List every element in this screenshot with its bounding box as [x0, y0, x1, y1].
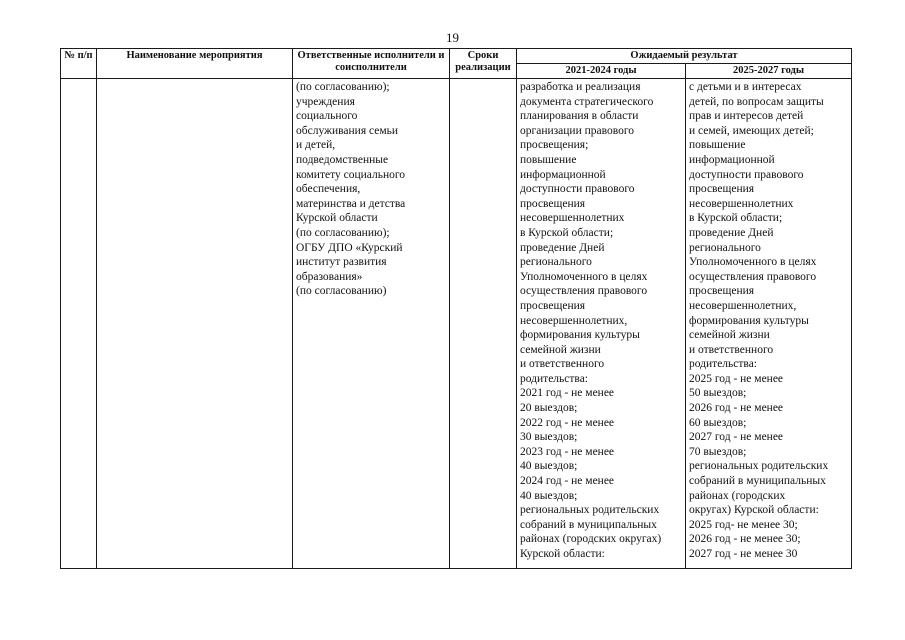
- text-line: районах (городских округах): [520, 533, 662, 546]
- cell-event-name: [97, 79, 293, 569]
- header-event-name: Наименование мероприятия: [97, 49, 293, 79]
- text-line: организации правового: [520, 124, 635, 137]
- text-line: просвещения: [520, 299, 586, 312]
- header-period-2025-2027: 2025-2027 годы: [686, 64, 852, 79]
- text-line: и семей, имеющих детей;: [689, 124, 814, 137]
- text-line: повышение: [520, 153, 577, 166]
- text-line: (по согласованию);: [296, 81, 390, 93]
- text-line: 2025 год - не менее: [689, 372, 784, 385]
- text-line: 2027 год - не менее: [689, 431, 784, 444]
- text-line: регионального: [689, 241, 761, 254]
- text-line: прав и интересов детей: [689, 110, 804, 123]
- cell-deadline: [450, 79, 517, 569]
- text-line: социального: [296, 110, 358, 123]
- text-line: и ответственного: [520, 358, 605, 371]
- text-line: собраний в муниципальных: [689, 475, 826, 488]
- text-line: материнства и детства: [296, 197, 406, 210]
- text-line: документа стратегического: [520, 95, 654, 108]
- text-line: 2021 год - не менее: [520, 387, 615, 400]
- text-line: обслуживания семьи: [296, 124, 399, 137]
- cell-responsible: [293, 79, 450, 569]
- text-line: несовершеннолетних,: [520, 314, 628, 327]
- text-line: доступности правового: [689, 168, 804, 181]
- text-line: родительства:: [689, 358, 757, 371]
- text-line: Уполномоченного в целях: [689, 256, 817, 269]
- text-line: Уполномоченного в целях: [520, 270, 648, 283]
- text-line: регионального: [520, 256, 592, 269]
- text-line: (по согласованию);: [296, 226, 390, 239]
- text-line: семейной жизни: [520, 343, 601, 356]
- text-line: региональных родительских: [520, 504, 660, 517]
- text-line: ОГБУ ДПО «Курский: [296, 241, 403, 254]
- text-line: несовершеннолетних: [689, 197, 794, 210]
- text-line: 2022 год - не менее: [520, 416, 615, 429]
- cell-result-2025-2027: [686, 79, 852, 569]
- text-line: 2024 год - не менее: [520, 475, 615, 488]
- text-line: с детьми и в интересах: [689, 81, 802, 93]
- text-line: и детей,: [296, 139, 336, 152]
- measures-table: [60, 48, 852, 569]
- text-line: 60 выездов;: [689, 416, 747, 429]
- text-line: обеспечения,: [296, 183, 361, 196]
- text-line: (по согласованию): [296, 285, 387, 298]
- text-line: детей, по вопросам защиты: [689, 95, 824, 108]
- header-deadline: Сроки реализации: [450, 49, 517, 79]
- table-row: [61, 79, 852, 569]
- cell-result-2021-2024: [517, 79, 686, 569]
- text-line: собраний в муниципальных: [520, 518, 657, 531]
- text-line: просвещения: [520, 197, 586, 210]
- text-line: родительства:: [520, 372, 588, 385]
- text-line: просвещения;: [520, 139, 589, 152]
- text-line: округах) Курской области:: [689, 504, 819, 517]
- text-line: учреждения: [296, 95, 355, 108]
- text-line: 30 выездов;: [520, 431, 578, 444]
- header-num: № п/п: [61, 49, 97, 79]
- text-line: в Курской области;: [520, 226, 614, 239]
- text-line: 40 выездов;: [520, 460, 578, 473]
- text-line: комитету социального: [296, 168, 406, 181]
- text-line: Курской области: [296, 212, 378, 225]
- text-line: 2027 год - не менее 30: [689, 548, 798, 560]
- text-line: 2023 год - не менее: [520, 445, 615, 458]
- page-number: 19: [446, 30, 459, 45]
- text-line: формирования культуры: [520, 329, 640, 342]
- text-line: региональных родительских: [689, 460, 829, 473]
- text-line: 70 выездов;: [689, 445, 747, 458]
- text-line: проведение Дней: [689, 226, 774, 239]
- text-line: проведение Дней: [520, 241, 605, 254]
- header-responsible: Ответственные исполнители и соисполнители: [293, 49, 450, 79]
- text-line: несовершеннолетних: [520, 212, 625, 225]
- text-line: в Курской области;: [689, 212, 783, 225]
- text-line: просвещения: [689, 285, 755, 298]
- text-line: подведомственные: [296, 153, 389, 166]
- text-line: разработка и реализация: [520, 81, 641, 93]
- text-line: несовершеннолетних,: [689, 299, 797, 312]
- text-line: и ответственного: [689, 343, 774, 356]
- cell-num: [61, 79, 97, 569]
- text-line: просвещения: [689, 183, 755, 196]
- text-line: осуществления правового: [689, 270, 817, 283]
- text-line: 40 выездов;: [520, 489, 578, 502]
- text-line: районах (городских: [689, 489, 786, 502]
- text-line: информационной: [520, 168, 606, 181]
- text-line: планирования в области: [520, 110, 639, 123]
- text-line: 2026 год - не менее: [689, 402, 784, 415]
- text-line: осуществления правового: [520, 285, 648, 298]
- text-line: 20 выездов;: [520, 402, 578, 415]
- text-line: повышение: [689, 139, 746, 152]
- text-line: информационной: [689, 153, 775, 166]
- header-expected-result: Ожидаемый результат: [517, 49, 852, 64]
- text-line: 50 выездов;: [689, 387, 747, 400]
- text-line: Курской области:: [520, 548, 605, 560]
- header-row-top: [61, 49, 852, 64]
- text-line: образования»: [296, 270, 363, 283]
- header-period-2021-2024: 2021-2024 годы: [517, 64, 686, 79]
- text-line: 2026 год - не менее 30;: [689, 533, 801, 546]
- text-line: 2025 год- не менее 30;: [689, 518, 798, 531]
- text-line: институт развития: [296, 256, 387, 269]
- text-line: семейной жизни: [689, 329, 770, 342]
- text-line: формирования культуры: [689, 314, 809, 327]
- text-line: доступности правового: [520, 183, 635, 196]
